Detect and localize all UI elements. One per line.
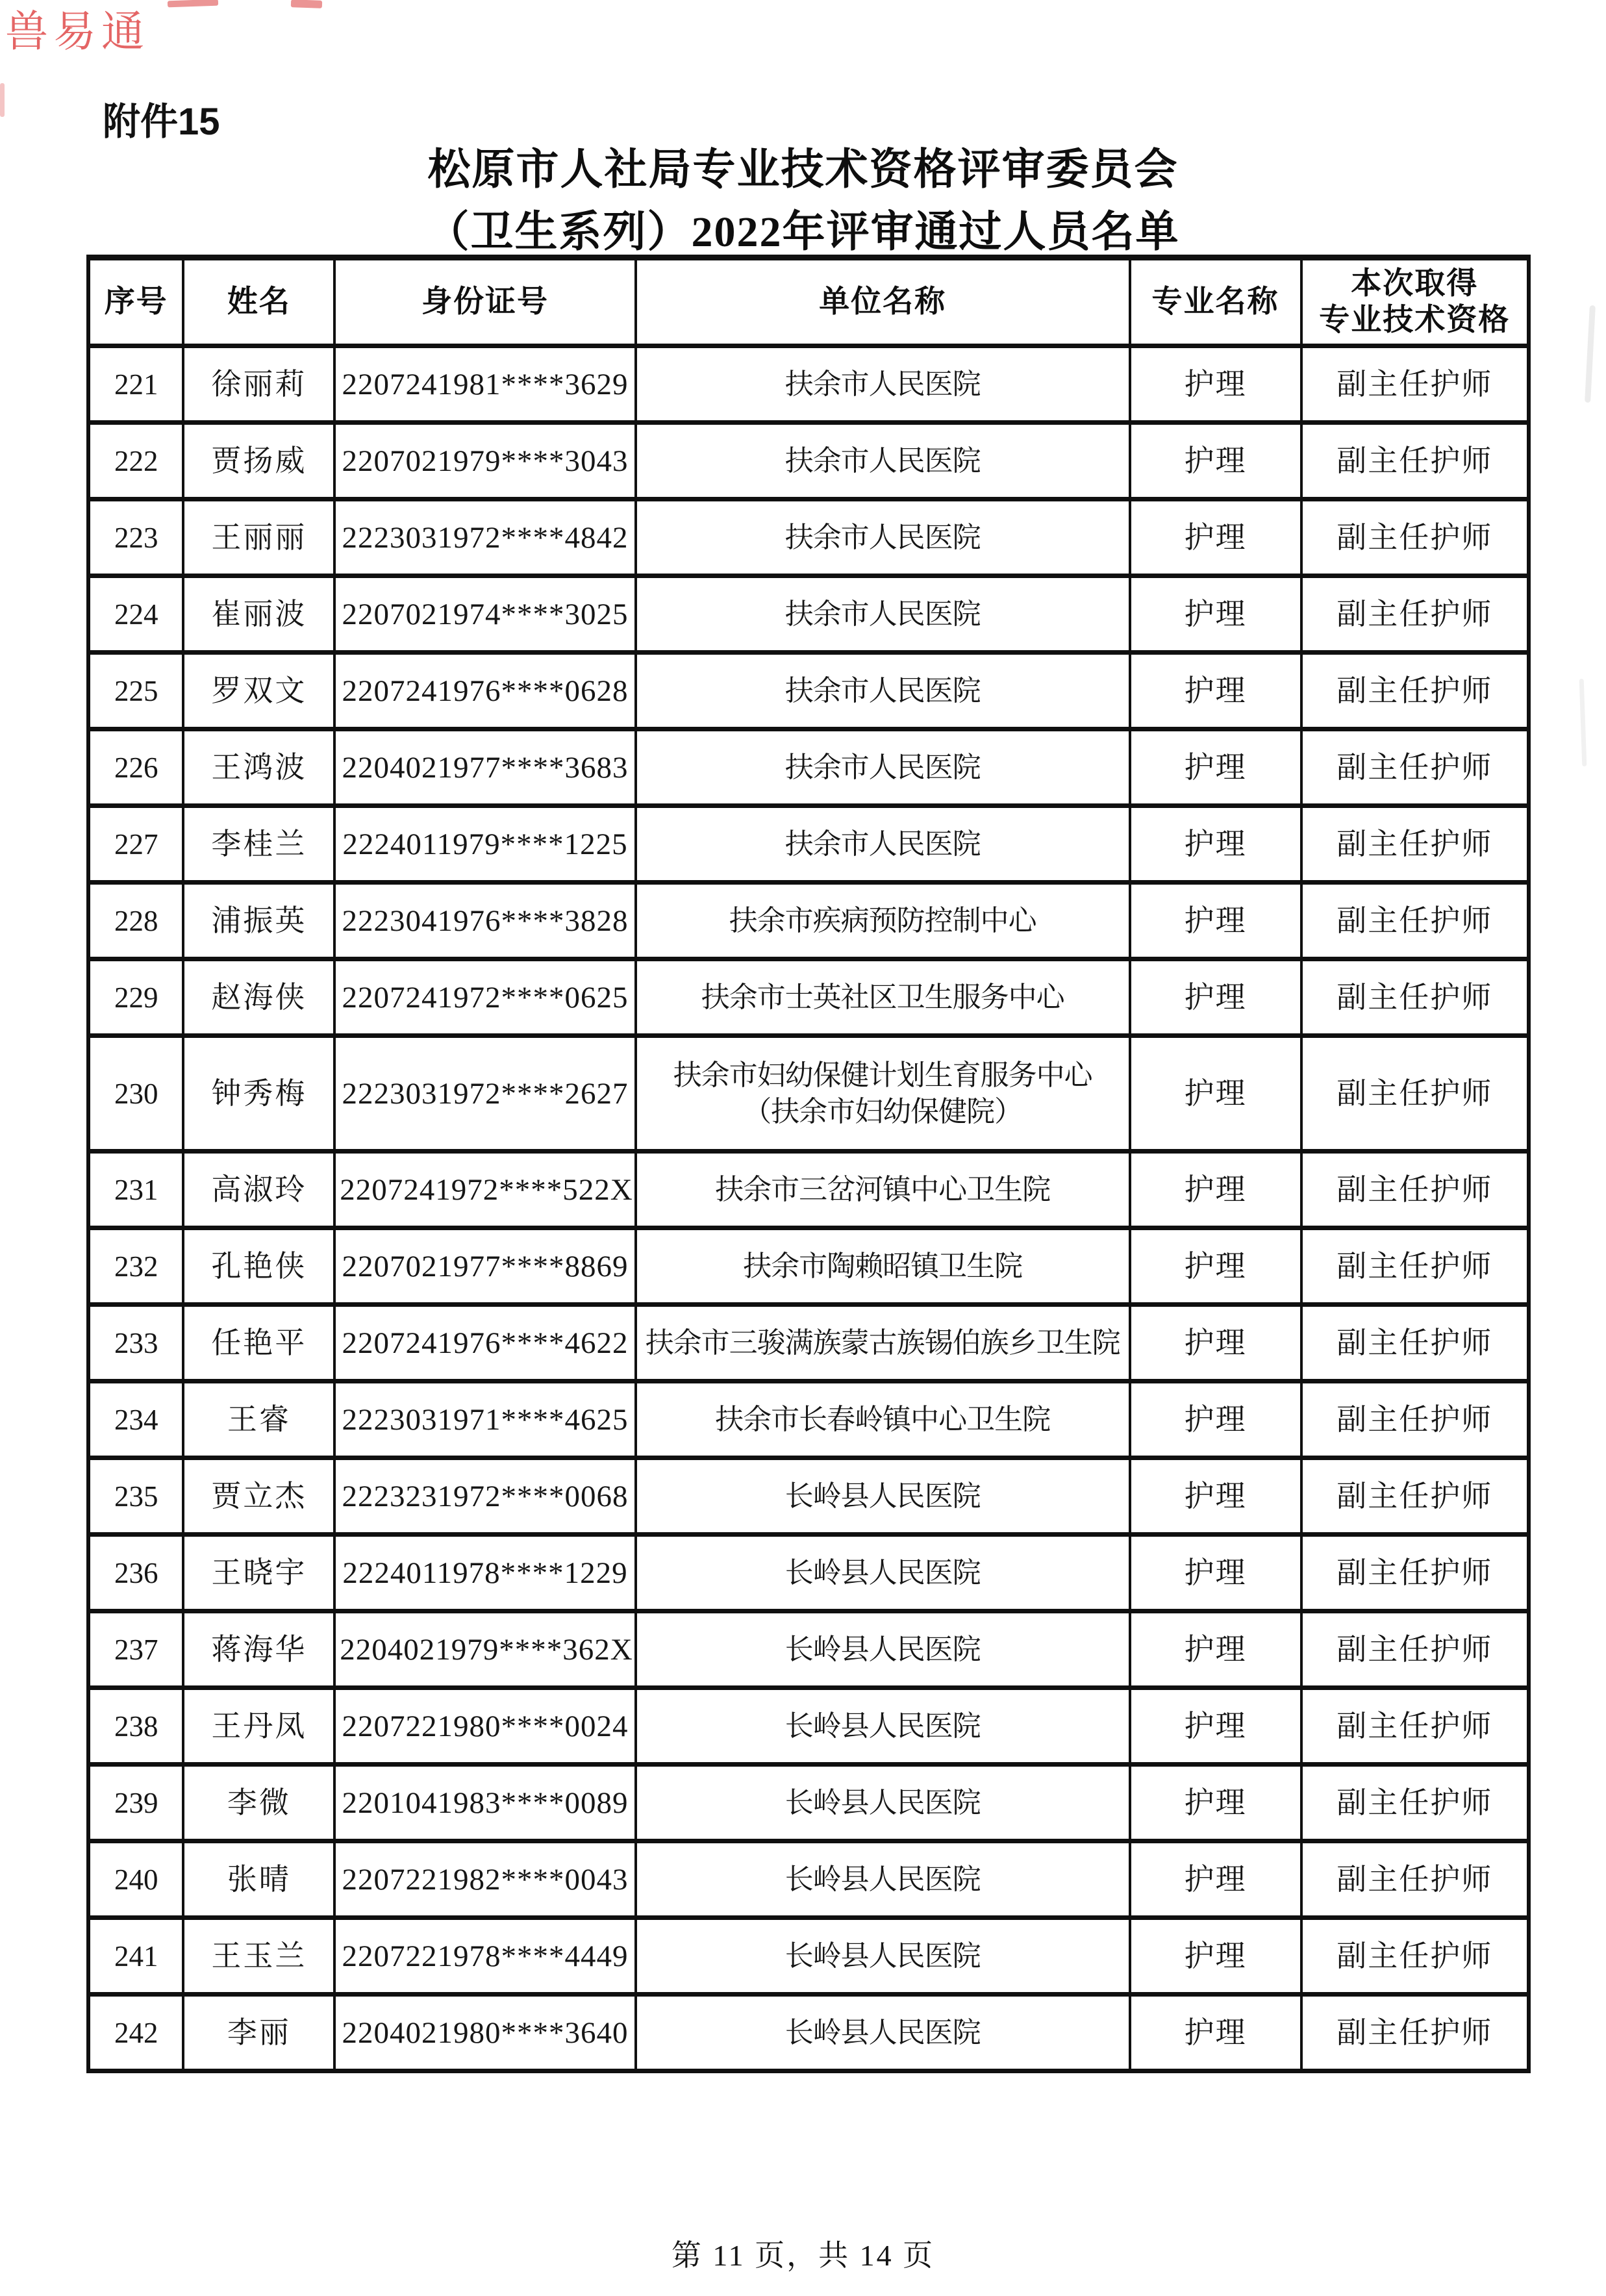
- cell-name: 李桂兰: [183, 806, 334, 883]
- cell-id-number: 2207241976****4622: [334, 1305, 636, 1381]
- cell-qualification: 副主任护师: [1301, 1036, 1529, 1152]
- table-row: [88, 883, 1529, 959]
- cell-qualification: 副主任护师: [1301, 423, 1529, 499]
- cell-unit: 长岭县人民医院: [636, 1688, 1130, 1765]
- cell-name: 孔艳侠: [183, 1228, 334, 1305]
- scan-artifact-gray-1: [1585, 305, 1596, 403]
- cell-unit: 扶余市三岔河镇中心卫生院: [636, 1152, 1130, 1228]
- cell-major: 护理: [1130, 883, 1301, 959]
- table-row: [88, 1841, 1529, 1918]
- table-row: [88, 499, 1529, 576]
- cell-name: 罗双文: [183, 653, 334, 729]
- table-row: [88, 1228, 1529, 1305]
- cell-unit: 扶余市人民医院: [636, 346, 1130, 423]
- cell-serial: 235: [88, 1458, 183, 1535]
- cell-id-number: 2224011979****1225: [334, 806, 636, 883]
- cell-major: 护理: [1130, 1688, 1301, 1765]
- cell-major: 护理: [1130, 1918, 1301, 1995]
- cell-serial: 228: [88, 883, 183, 959]
- cell-unit: 扶余市长春岭镇中心卫生院: [636, 1381, 1130, 1458]
- cell-id-number: 2224011978****1229: [334, 1535, 636, 1611]
- table-row: [88, 423, 1529, 499]
- table-row: [88, 806, 1529, 883]
- table-row: [88, 1152, 1529, 1228]
- cell-qualification: 副主任护师: [1301, 1995, 1529, 2071]
- cell-id-number: 2201041983****0089: [334, 1765, 636, 1841]
- cell-name: 王丽丽: [183, 499, 334, 576]
- cell-major: 护理: [1130, 1611, 1301, 1688]
- table-row: [88, 729, 1529, 806]
- cell-unit: 扶余市士英社区卫生服务中心: [636, 959, 1130, 1036]
- cell-id-number: 2207241972****0625: [334, 959, 636, 1036]
- cell-id-number: 2207021977****8869: [334, 1228, 636, 1305]
- cell-serial: 227: [88, 806, 183, 883]
- cell-id-number: 2204021977****3683: [334, 729, 636, 806]
- header-cell-qualification: 本次取得 专业技术资格: [1301, 258, 1529, 346]
- cell-unit: 扶余市三骏满族蒙古族锡伯族乡卫生院: [636, 1305, 1130, 1381]
- title-line-1: 松原市人社局专业技术资格评审委员会: [427, 146, 1179, 194]
- cell-id-number: 2207221980****0024: [334, 1688, 636, 1765]
- cell-qualification: 副主任护师: [1301, 1765, 1529, 1841]
- cell-name: 王丹凤: [183, 1688, 334, 1765]
- cell-name: 王鸿波: [183, 729, 334, 806]
- cell-id-number: 2223031972****2627: [334, 1036, 636, 1152]
- cell-serial: 222: [88, 423, 183, 499]
- cell-name: 贾扬威: [183, 423, 334, 499]
- cell-serial: 230: [88, 1036, 183, 1152]
- cell-name: 浦振英: [183, 883, 334, 959]
- table-row: [88, 1036, 1529, 1152]
- cell-name: 王睿: [183, 1381, 334, 1458]
- cell-major: 护理: [1130, 653, 1301, 729]
- cell-major: 护理: [1130, 1036, 1301, 1152]
- cell-qualification: 副主任护师: [1301, 1918, 1529, 1995]
- table-row: [88, 959, 1529, 1036]
- cell-unit: 长岭县人民医院: [636, 1458, 1130, 1535]
- cell-major: 护理: [1130, 806, 1301, 883]
- cell-name: 蒋海华: [183, 1611, 334, 1688]
- table-header-row: [88, 258, 1529, 346]
- cell-id-number: 2207021974****3025: [334, 576, 636, 653]
- cell-major: 护理: [1130, 1458, 1301, 1535]
- cell-qualification: 副主任护师: [1301, 1841, 1529, 1918]
- scan-artifact-red-2: [291, 0, 322, 8]
- table-row: [88, 1918, 1529, 1995]
- cell-unit: 长岭县人民医院: [636, 1918, 1130, 1995]
- cell-qualification: 副主任护师: [1301, 653, 1529, 729]
- table-row: [88, 1458, 1529, 1535]
- cell-serial: 232: [88, 1228, 183, 1305]
- document-title: [0, 139, 1606, 264]
- cell-serial: 224: [88, 576, 183, 653]
- cell-name: 钟秀梅: [183, 1036, 334, 1152]
- cell-unit: 扶余市妇幼保健计划生育服务中心 （扶余市妇幼保健院）: [636, 1036, 1130, 1152]
- cell-unit: 长岭县人民医院: [636, 1535, 1130, 1611]
- table-row: [88, 1535, 1529, 1611]
- scan-artifact-gray-2: [1579, 679, 1587, 766]
- cell-qualification: 副主任护师: [1301, 1381, 1529, 1458]
- attachment-label: 附件15: [103, 101, 220, 143]
- cell-major: 护理: [1130, 346, 1301, 423]
- title-line-2: （卫生系列）2022年评审通过人员名单: [426, 208, 1180, 256]
- table-row: [88, 346, 1529, 423]
- cell-id-number: 2207021979****3043: [334, 423, 636, 499]
- cell-unit: 扶余市疾病预防控制中心: [636, 883, 1130, 959]
- cell-major: 护理: [1130, 499, 1301, 576]
- cell-qualification: 副主任护师: [1301, 1152, 1529, 1228]
- cell-id-number: 2223041976****3828: [334, 883, 636, 959]
- cell-serial: 234: [88, 1381, 183, 1458]
- cell-qualification: 副主任护师: [1301, 1688, 1529, 1765]
- cell-unit: 长岭县人民医院: [636, 1841, 1130, 1918]
- cell-serial: 225: [88, 653, 183, 729]
- cell-major: 护理: [1130, 1841, 1301, 1918]
- cell-qualification: 副主任护师: [1301, 576, 1529, 653]
- cell-serial: 242: [88, 1995, 183, 2071]
- cell-qualification: 副主任护师: [1301, 1228, 1529, 1305]
- table-row: [88, 653, 1529, 729]
- cell-unit: 扶余市人民医院: [636, 653, 1130, 729]
- cell-name: 张晴: [183, 1841, 334, 1918]
- cell-serial: 226: [88, 729, 183, 806]
- header-cell-id-number: 身份证号: [334, 258, 636, 346]
- cell-name: 贾立杰: [183, 1458, 334, 1535]
- header-cell-unit: 单位名称: [636, 258, 1130, 346]
- cell-id-number: 2223031971****4625: [334, 1381, 636, 1458]
- cell-unit: 长岭县人民医院: [636, 1611, 1130, 1688]
- cell-id-number: 2207221982****0043: [334, 1841, 636, 1918]
- cell-qualification: 副主任护师: [1301, 729, 1529, 806]
- cell-serial: 229: [88, 959, 183, 1036]
- cell-unit: 扶余市人民医院: [636, 576, 1130, 653]
- cell-qualification: 副主任护师: [1301, 346, 1529, 423]
- cell-name: 李微: [183, 1765, 334, 1841]
- cell-unit: 扶余市人民医院: [636, 806, 1130, 883]
- header-cell-major: 专业名称: [1130, 258, 1301, 346]
- cell-unit: 长岭县人民医院: [636, 1995, 1130, 2071]
- cell-name: 高淑玲: [183, 1152, 334, 1228]
- cell-id-number: 2223031972****4842: [334, 499, 636, 576]
- cell-serial: 236: [88, 1535, 183, 1611]
- cell-qualification: 副主任护师: [1301, 883, 1529, 959]
- cell-serial: 237: [88, 1611, 183, 1688]
- cell-major: 护理: [1130, 1535, 1301, 1611]
- cell-qualification: 副主任护师: [1301, 1458, 1529, 1535]
- cell-qualification: 副主任护师: [1301, 1611, 1529, 1688]
- table-row: [88, 1611, 1529, 1688]
- scan-artifact-red-3: [0, 83, 5, 117]
- header-cell-name: 姓名: [183, 258, 334, 346]
- personnel-table: [86, 255, 1531, 2073]
- cell-major: 护理: [1130, 1381, 1301, 1458]
- cell-id-number: 2204021980****3640: [334, 1995, 636, 2071]
- cell-unit: 扶余市人民医院: [636, 423, 1130, 499]
- table-row: [88, 1765, 1529, 1841]
- cell-name: 徐丽莉: [183, 346, 334, 423]
- cell-qualification: 副主任护师: [1301, 806, 1529, 883]
- cell-serial: 231: [88, 1152, 183, 1228]
- cell-serial: 221: [88, 346, 183, 423]
- table-body: [88, 346, 1529, 2071]
- cell-name: 崔丽波: [183, 576, 334, 653]
- cell-major: 护理: [1130, 1305, 1301, 1381]
- cell-name: 任艳平: [183, 1305, 334, 1381]
- cell-serial: 240: [88, 1841, 183, 1918]
- cell-major: 护理: [1130, 423, 1301, 499]
- table-header: [88, 258, 1529, 346]
- cell-major: 护理: [1130, 959, 1301, 1036]
- cell-unit: 长岭县人民医院: [636, 1765, 1130, 1841]
- cell-major: 护理: [1130, 1995, 1301, 2071]
- cell-id-number: 2207221978****4449: [334, 1918, 636, 1995]
- cell-major: 护理: [1130, 1228, 1301, 1305]
- header-cell-serial: 序号: [88, 258, 183, 346]
- cell-qualification: 副主任护师: [1301, 959, 1529, 1036]
- cell-serial: 238: [88, 1688, 183, 1765]
- cell-unit: 扶余市人民医院: [636, 729, 1130, 806]
- scan-artifact-red-1: [168, 0, 218, 7]
- cell-qualification: 副主任护师: [1301, 1305, 1529, 1381]
- table-row: [88, 1381, 1529, 1458]
- cell-name: 赵海侠: [183, 959, 334, 1036]
- cell-id-number: 2223231972****0068: [334, 1458, 636, 1535]
- cell-id-number: 2207241976****0628: [334, 653, 636, 729]
- cell-major: 护理: [1130, 729, 1301, 806]
- cell-serial: 233: [88, 1305, 183, 1381]
- table-row: [88, 576, 1529, 653]
- watermark-text: 兽易通: [5, 7, 149, 55]
- cell-unit: 扶余市陶赖昭镇卫生院: [636, 1228, 1130, 1305]
- cell-name: 王玉兰: [183, 1918, 334, 1995]
- cell-qualification: 副主任护师: [1301, 1535, 1529, 1611]
- cell-serial: 241: [88, 1918, 183, 1995]
- cell-major: 护理: [1130, 1765, 1301, 1841]
- cell-id-number: 2207241972****522X: [334, 1152, 636, 1228]
- cell-name: 李丽: [183, 1995, 334, 2071]
- cell-qualification: 副主任护师: [1301, 499, 1529, 576]
- cell-id-number: 2204021979****362X: [334, 1611, 636, 1688]
- cell-id-number: 2207241981****3629: [334, 346, 636, 423]
- cell-unit: 扶余市人民医院: [636, 499, 1130, 576]
- cell-major: 护理: [1130, 1152, 1301, 1228]
- table-row: [88, 1995, 1529, 2071]
- cell-serial: 239: [88, 1765, 183, 1841]
- table-row: [88, 1305, 1529, 1381]
- page-number: 第 11 页，共 14 页: [671, 2239, 935, 2272]
- cell-major: 护理: [1130, 576, 1301, 653]
- cell-name: 王晓宇: [183, 1535, 334, 1611]
- table-row: [88, 1688, 1529, 1765]
- cell-serial: 223: [88, 499, 183, 576]
